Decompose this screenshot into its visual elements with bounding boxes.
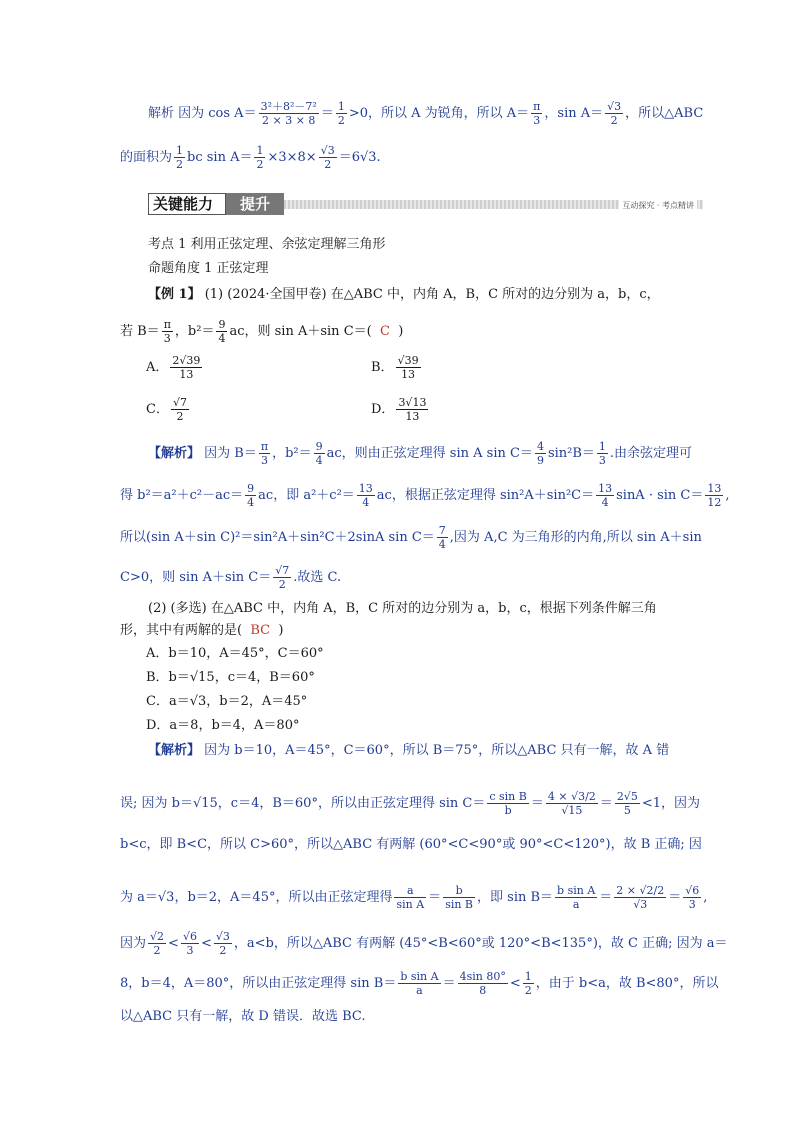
ex2-option-d: D．a＝8，b＝4，A＝80° — [146, 718, 300, 733]
solution-line-1: 解析 因为 cos A＝ $\frac{\text{3²＋8²－7²}}{2 \times 3 \times 8}$ ＝ $\frac{1}{2}$ >0，所以 A 为锐角，所以 A＝ $\frac{\pi}{3}$ ，sin A＝ $\frac{√3}{2}$ ，所以△ABC — [148, 100, 704, 127]
solution-2-line-1: 【解析】 因为 b＝10，A＝45°，C＝60°，所以 B＝75°，所以△ABC 只有一解，故 A 错 — [148, 743, 670, 758]
example-2-line-2: 形，其中有两解的是( BC ) — [120, 623, 284, 638]
solution-2-line-2: 误; 因为 b＝√15，c＝4，B＝60°，所以由正弦定理得 sin C＝ $\frac{\text{c sin B}}{b}$ ＝ $\frac{4 \times √3/2}{√15}$ ＝ $\frac{2√5}{5}$ <1，因为 — [120, 790, 700, 817]
answer-1: C — [379, 324, 390, 339]
solution-2-line-4: 为 a＝√3，b＝2，A＝45°，所以由正弦定理得 $\frac{a}{\text{sin A}}$ ＝ $\frac{b}{\text{sin B}}$ ，即 sin B＝ $\frac{\text{b sin A}}{a}$ ＝ $\frac{2 \times √2/2}{√3}$ ＝ $\frac{√6}{3}$ , — [120, 884, 708, 911]
solution-1-line-1: 【解析】 因为 B＝ $\frac{\pi}{3}$ ，b²＝ $\frac{9}{4}$ ac，则由正弦定理得 sin A sin C＝ $\frac{4}{9}$ sin²B＝ $\frac{1}{3}$ .由余弦定理可 — [148, 440, 693, 467]
solution-line-2: 的面积为 $\frac{1}{2}$ bc sin A＝ $\frac{1}{2}$ ×3×8× $\frac{√3}{2}$ ＝6√3. — [120, 144, 381, 171]
example-2-line-1: (2) (多选) 在△ABC 中，内角 A，B，C 所对的边分别为 a，b，c，根据下列条件解三角 — [148, 601, 657, 616]
ex2-option-a: A．b＝10，A＝45°，C＝60° — [146, 646, 324, 661]
example-1-line-2: 若 B＝ $\frac{\pi}{3}$ ，b²＝ $\frac{9}{4}$ ac，则 sin A＋sin C＝( C ) — [120, 318, 404, 345]
solution-1-line-2: 得 b²＝a²＋c²－ac＝ $\frac{9}{4}$ ac，即 a²＋c²＝ $\frac{13}{4}$ ac，根据正弦定理得 sin²A＋sin²C＝ $\frac{13}{4}$ sinA · sin C＝ $\frac{13}{12}$ , — [120, 482, 730, 509]
example-1-line-1: 【例 1】 (1) (2024·全国甲卷) 在△ABC 中，内角 A，B，C 所对的边分别为 a，b，c， — [148, 287, 660, 302]
ex2-option-b: B．b＝√15，c＝4，B＝60° — [146, 670, 315, 685]
banner-title: 关键能力 — [148, 193, 226, 215]
option-c: C． $\frac{√7}{2}$ — [146, 396, 187, 423]
section-banner — [148, 193, 703, 215]
option-a: A． $\frac{2√39}{13}$ — [146, 354, 201, 381]
solution-2-line-3: b<c，即 B<C，所以 C>60°，所以△ABC 有两解 (60°<C<90°或 90°<C<120°)，故 B 正确; 因 — [120, 837, 702, 852]
solution-1-line-4: C>0，则 sin A＋sin C＝ $\frac{√7}{2}$ .故选 C. — [120, 564, 342, 591]
option-d: D． $\frac{3√13}{13}$ — [371, 396, 427, 423]
solution-2-line-7: 以△ABC 只有一解，故 D 错误．故选 BC. — [120, 1009, 366, 1024]
solution-2-line-6: 8，b＝4，A＝80°，所以由正弦定理得 sin B＝ $\frac{\text{b sin A}}{a}$ ＝ $\frac{4\sin 80^\circ}{8}$ < $\frac{1}{2}$ ，由于 b<a，故 B<80°，所以 — [120, 970, 719, 997]
ex2-option-c: C．a＝√3，b＝2，A＝45° — [146, 694, 308, 709]
solution-2-line-5: 因为 $\frac{√2}{2}$ < $\frac{√6}{3}$ < $\frac{√3}{2}$ ，a<b，所以△ABC 有两解 (45°<B<60°或 120°<B<135°)，故 C 正确; 因为 a＝ — [120, 930, 728, 957]
banner-tag: 提升 — [226, 193, 284, 215]
banner-side-text: 互动探究 · 考点精讲 — [619, 200, 697, 211]
option-b: B． $\frac{√39}{13}$ — [371, 354, 419, 381]
mingti-heading: 命题角度 1 正弦定理 — [148, 261, 269, 276]
answer-2: BC — [250, 623, 271, 638]
solution-1-line-3: 所以(sin A＋sin C)²＝sin²A＋sin²C＋2sinA sin C＝ $\frac{7}{4}$ ,因为 A,C 为三角形的内角,所以 sin A＋sin — [120, 524, 702, 551]
kaodian-heading: 考点 1 利用正弦定理、余弦定理解三角形 — [148, 237, 386, 252]
